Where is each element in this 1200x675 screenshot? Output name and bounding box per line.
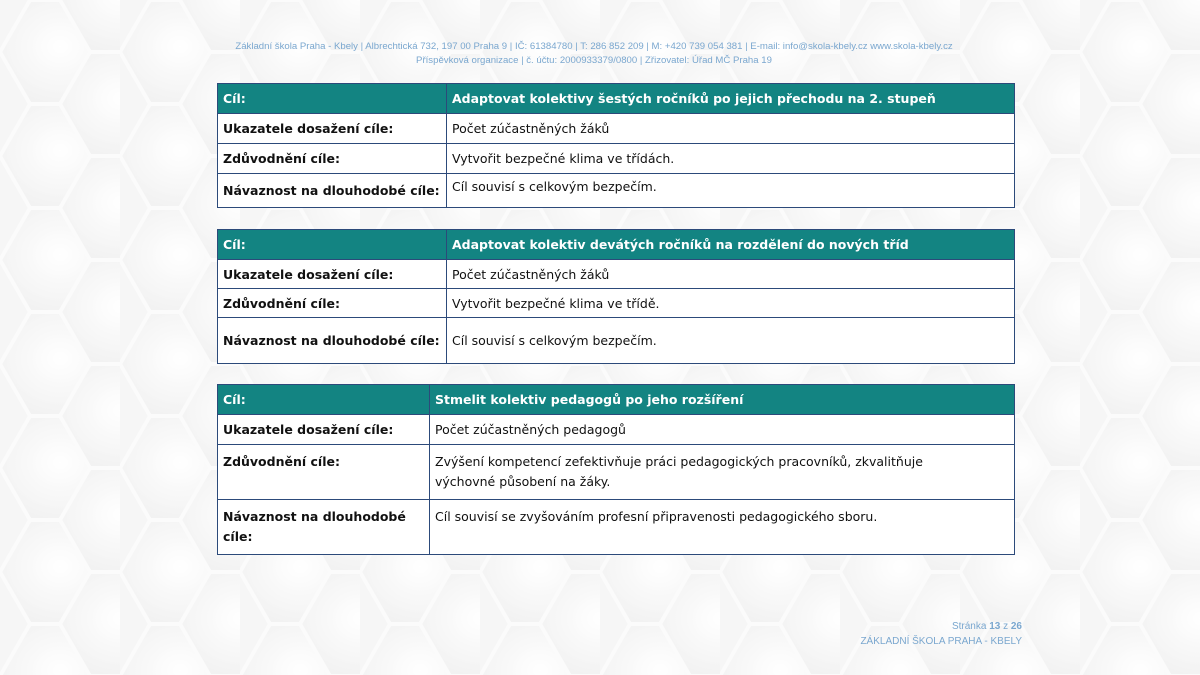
row-label: Návaznost na dlouhodobé cíle: xyxy=(218,318,447,364)
row-label: Zdůvodnění cíle: xyxy=(218,144,447,174)
goal-title: Adaptovat kolektivy šestých ročníků po jejich přechodu na 2. stupeň xyxy=(447,84,1015,114)
page-number xyxy=(860,619,1022,634)
row-label xyxy=(218,500,430,555)
row-value xyxy=(430,445,1015,500)
school-name: ZÁKLADNÍ ŠKOLA PRAHA - KBELY xyxy=(860,636,1022,647)
table-row xyxy=(218,318,1015,364)
row-label: Ukazatele dosažení cíle: xyxy=(218,114,447,144)
table-row xyxy=(218,114,1015,144)
table-row xyxy=(218,415,1015,445)
goal-label: Cíl: xyxy=(218,385,430,415)
table-row xyxy=(218,445,1015,500)
goal-table-2 xyxy=(217,229,1015,364)
goal-header-row xyxy=(218,84,1015,114)
row-value-text: Zvýšení kompetencí zefektivňuje práci pedagogických pracovníků, zkvalitňuje výchovné působení na žáky. xyxy=(435,454,923,489)
row-label-text: Návaznost na dlouhodobé cíle: xyxy=(223,509,406,544)
row-label: Ukazatele dosažení cíle: xyxy=(218,415,430,445)
goal-table-1 xyxy=(217,83,1015,208)
row-value: Cíl souvisí se zvyšováním profesní připravenosti pedagogického sboru. xyxy=(430,500,1015,555)
table-row xyxy=(218,289,1015,318)
letterhead xyxy=(0,40,1188,68)
page-word: Stránka xyxy=(951,621,987,632)
row-value: Počet zúčastněných pedagogů xyxy=(430,415,1015,445)
goal-title: Adaptovat kolektiv devátých ročníků na rozdělení do nových tříd xyxy=(447,230,1015,260)
row-label: Návaznost na dlouhodobé cíle: xyxy=(218,174,447,208)
row-value: Cíl souvisí s celkovým bezpečím. xyxy=(447,174,1015,208)
goal-label: Cíl: xyxy=(218,84,447,114)
row-value: Počet zúčastněných žáků xyxy=(447,260,1015,289)
page-current: 13 xyxy=(989,621,1001,632)
page-of: z xyxy=(1003,621,1009,632)
table-row xyxy=(218,144,1015,174)
table-row xyxy=(218,500,1015,555)
table-row xyxy=(218,174,1015,208)
letterhead-line-1: Základní škola Praha - Kbely | Albrechtická 732, 197 00 Praha 9 | IČ: 61384780 | T: 286 852 209 | M: +420 739 054 381 | E-mail: info@skola-kbely.cz www.skola-kbely.cz xyxy=(235,41,953,52)
row-label: Zdůvodnění cíle: xyxy=(218,289,447,318)
goal-header-row xyxy=(218,385,1015,415)
goal-label: Cíl: xyxy=(218,230,447,260)
goal-title: Stmelit kolektiv pedagogů po jeho rozšíření xyxy=(430,385,1015,415)
row-value: Cíl souvisí s celkovým bezpečím. xyxy=(447,318,1015,364)
row-label: Zdůvodnění cíle: xyxy=(218,445,430,500)
row-value: Vytvořit bezpečné klima ve třídách. xyxy=(447,144,1015,174)
goal-header-row xyxy=(218,230,1015,260)
row-label: Ukazatele dosažení cíle: xyxy=(218,260,447,289)
goal-table-3 xyxy=(217,384,1015,555)
table-row xyxy=(218,260,1015,289)
row-value: Vytvořit bezpečné klima ve třídě. xyxy=(447,289,1015,318)
letterhead-line-2: Příspěvková organizace | č. účtu: 2000933379/0800 | Zřizovatel: Úřad MČ Praha 19 xyxy=(416,55,772,66)
page-footer xyxy=(860,619,1022,649)
row-value: Počet zúčastněných žáků xyxy=(447,114,1015,144)
page-total: 26 xyxy=(1010,621,1022,632)
